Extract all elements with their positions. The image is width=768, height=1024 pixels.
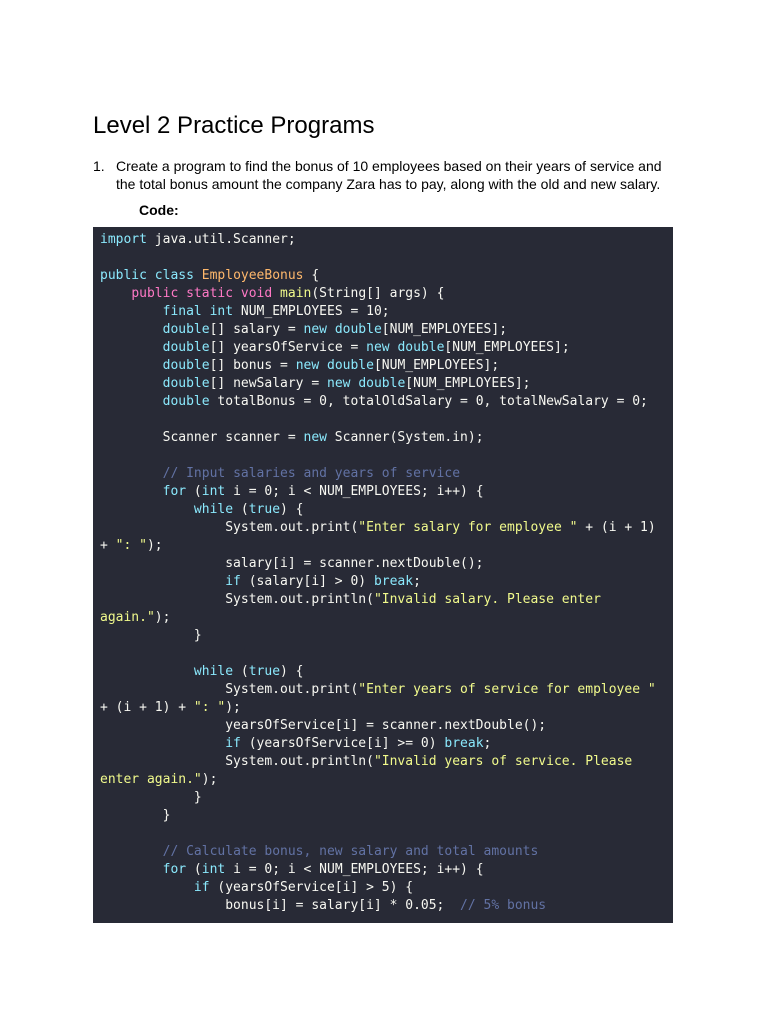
list-item-text: Create a program to find the bonus of 10 employees based on their years of service and the total bonus amount the company Zara has to pay, along with the old and new salary. [116,158,662,192]
code-line: for (int i = 0; i < NUM_EMPLOYEES; i++) { [162,484,484,499]
code-line [100,447,673,465]
code-line: // Input salaries and years of service [162,466,461,481]
code-line: double[] salary = new double[NUM_EMPLOYEES]; [162,322,508,337]
code-line: final int NUM_EMPLOYEES = 10; [162,304,390,319]
code-line: } [100,790,202,805]
code-line: public static void main(String[] args) { [131,286,445,301]
code-line: import java.util.Scanner; [100,232,296,247]
list-item-number: 1. [93,158,105,174]
code-line: + ": "); [100,538,163,553]
code-line: double[] bonus = new double[NUM_EMPLOYEES]; [162,358,500,373]
code-line [100,825,673,843]
code-line: double[] yearsOfService = new double[NUM_EMPLOYEES]; [162,340,570,355]
code-line: if (yearsOfService[i] > 5) { [193,880,414,895]
code-line: Scanner scanner = new Scanner(System.in); [100,430,484,445]
code-content [93,227,673,915]
code-line: while (true) { [193,502,304,517]
code-line [100,645,673,663]
code-line: System.out.println("Invalid salary. Please enter [100,592,601,607]
code-line: again."); [100,610,171,625]
code-line [100,411,673,429]
code-line: } [100,808,171,823]
code-label: Code: [139,202,179,218]
code-line: public class EmployeeBonus { [100,268,320,283]
code-line: System.out.print("Enter years of service for employee " [100,682,656,697]
code-line: yearsOfService[i] = scanner.nextDouble(); [100,718,547,733]
code-line: enter again."); [100,772,218,787]
code-line: System.out.println("Invalid years of service. Please [100,754,633,769]
code-line: for (int i = 0; i < NUM_EMPLOYEES; i++) { [162,862,484,877]
page-heading: Level 2 Practice Programs [93,112,375,139]
code-line: while (true) { [193,664,304,679]
code-line: System.out.print("Enter salary for employee " + (i + 1) [100,520,656,535]
numbered-list-item [93,157,683,193]
code-line: double[] newSalary = new double[NUM_EMPLOYEES]; [162,376,531,391]
code-line: } [100,628,202,643]
code-line: // Calculate bonus, new salary and total amounts [162,844,539,859]
code-line: if (salary[i] > 0) break; [225,574,421,589]
code-line: + (i + 1) + ": "); [100,700,241,715]
code-block [93,227,673,923]
code-line: bonus[i] = salary[i] * 0.05; // 5% bonus [100,898,547,913]
code-line: double totalBonus = 0, totalOldSalary = 0, totalNewSalary = 0; [162,394,648,409]
code-line: if (yearsOfService[i] >= 0) break; [225,736,492,751]
code-line: salary[i] = scanner.nextDouble(); [100,556,484,571]
code-line [100,249,673,267]
